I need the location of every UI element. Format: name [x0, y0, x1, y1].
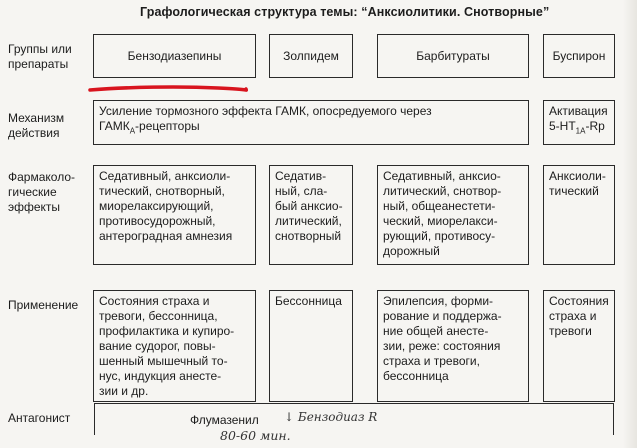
- row-label-effects: Фармаколо- гические эффекты: [8, 170, 75, 214]
- uses-benzo-cell: Состояния страха и тревоги, бессонница, профилактика и купиро- вание судорог, повы- шенный мышечный то- нус, индукция анесте- зии и др.: [93, 290, 256, 402]
- antagonist-value: Флумазенил: [190, 413, 259, 427]
- effects-buspiron-cell: Анксиоли- тический: [543, 165, 615, 265]
- group-zolpidem: Золпидем: [269, 34, 353, 78]
- row-label-groups: Группы или препараты: [8, 42, 72, 71]
- page-title: Графологическая структура темы: “Анксиолитики. Снотворные”: [140, 5, 550, 19]
- mechanism-buspiron-cell: Активация $5-HT_{1А}-Rp$: [543, 100, 615, 145]
- uses-barbit-cell: Эпилепсия, форми- рование и поддержа- ние общей анесте- зии, реже: состояния страха и тревоги, бессонница: [377, 290, 529, 402]
- handwritten-note-benzo: ↓ Бензодиаз R: [284, 410, 378, 424]
- effects-zolpidem-cell: Седатив- ный, сла- бый анксио- литический, снотворный: [269, 165, 353, 265]
- handwritten-note-duration: 80-60 мин.: [220, 428, 291, 443]
- mechanism-main-cell: Усиление тормозного эффекта ГАМК, опосредуемого через $ГАМК_А$-рецепторы: [93, 100, 529, 145]
- effects-barbit-cell: Седативный, анксио- литический, снотвор- ный, общеанестети- ческий, миорелакси- рующий, противосу- дорожный: [377, 165, 529, 265]
- group-benzodiazepines: Бензодиазепины: [93, 34, 256, 78]
- group-buspiron: Буспирон: [543, 34, 615, 78]
- row-label-mechanism: Механизм действия: [8, 111, 65, 140]
- red-underline-mark: [88, 82, 248, 94]
- group-barbiturates: Барбитураты: [377, 34, 529, 78]
- uses-buspiron-cell: Состояния страха и тревоги: [543, 290, 615, 402]
- row-label-uses: Применение: [8, 298, 79, 312]
- row-label-antagonist: Антагонист: [8, 411, 71, 425]
- effects-benzo-cell: Седативный, анксиоли- тический, снотворный, миорелаксирующий, противосудорожный, антероградная амнезия: [93, 165, 256, 265]
- page-edge-shadow: [623, 0, 637, 448]
- uses-zolpidem-cell: Бессонница: [269, 290, 353, 402]
